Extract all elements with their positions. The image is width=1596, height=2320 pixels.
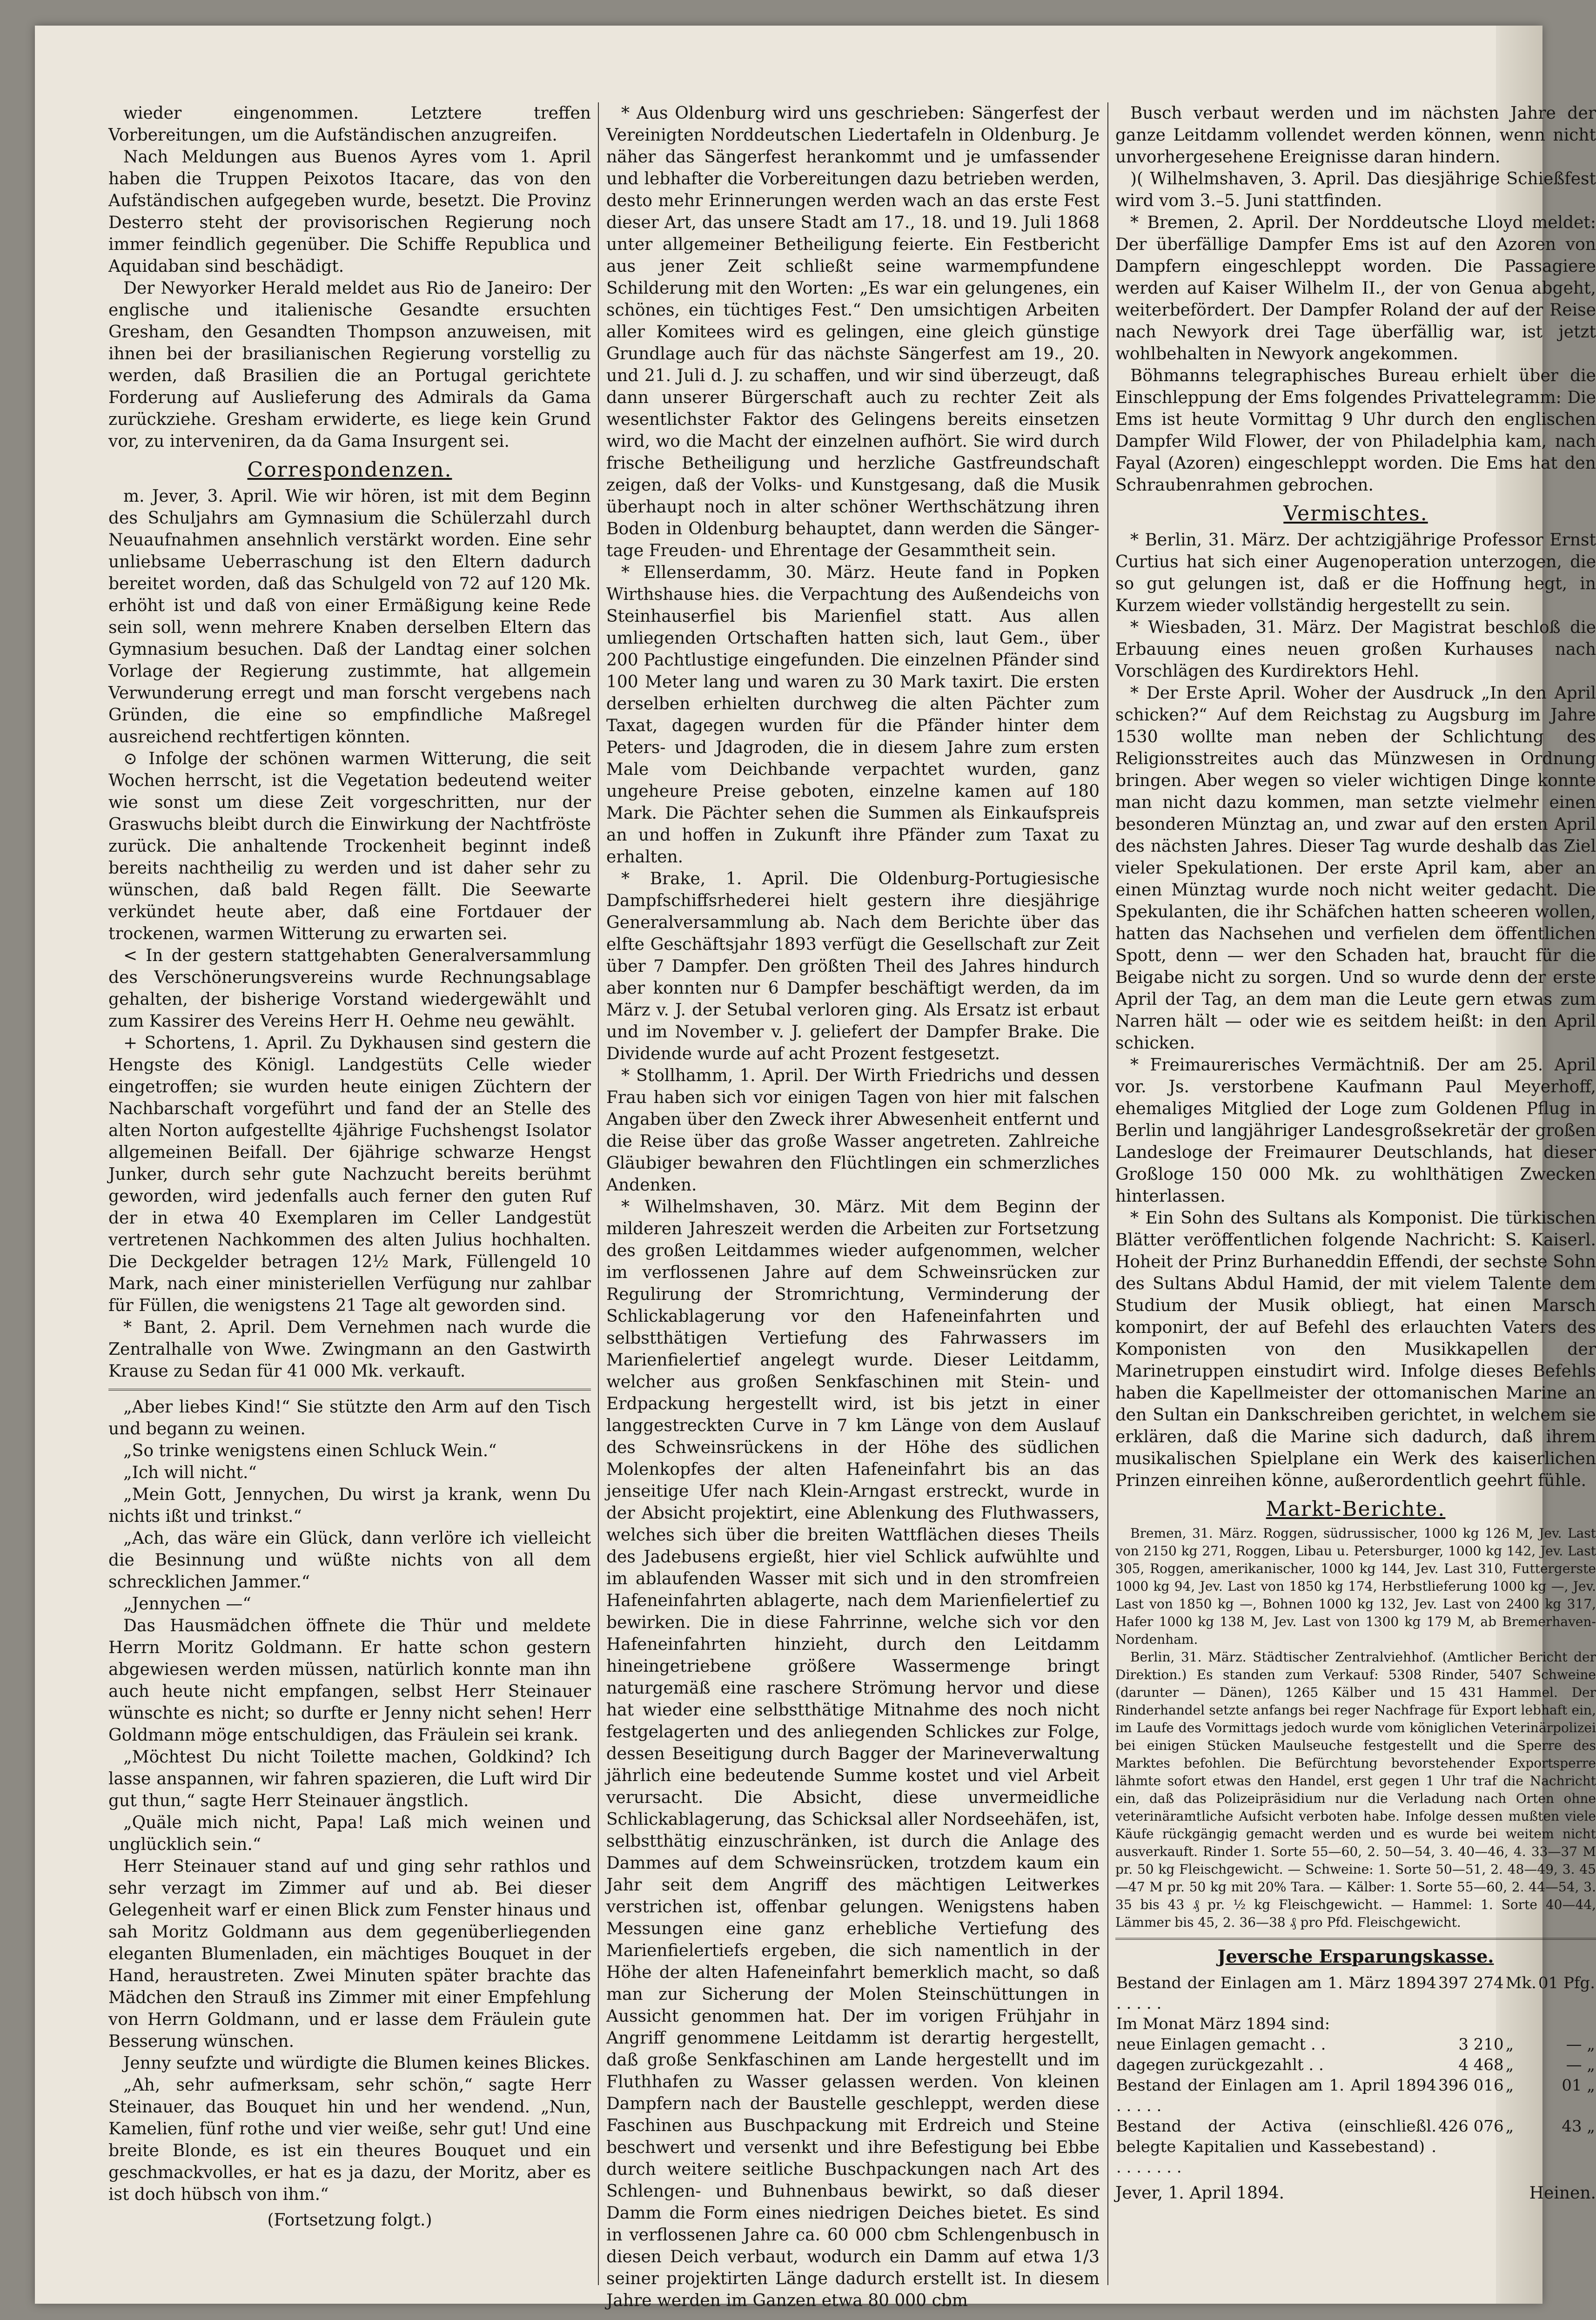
savings-cell-label: neue Einlagen gemacht . . <box>1116 2035 1326 2054</box>
savings-cell-cur: „ <box>1505 2076 1514 2095</box>
savings-cell-pf: 43 „ <box>1562 2117 1595 2136</box>
paragraph: Nach Meldungen aus Buenos Ayres vom 1. April haben die Truppen Peixotos Itacare, das von den Aufständischen aufgegeben wurde, besetzt. Die Provinz Desterro steht der provisorischen Regierung noch immer feindlich gegenüber. Die Schiffe Republica und Aquidaban sind beschädigt. <box>108 148 591 276</box>
market-report-bremen: Bremen, 31. März. Roggen, südrussischer, 1000 kg 126 M, Jev. Last von 2150 kg 271, Roggen, Libau u. Petersburger, 1000 kg 142, Jev. Last 305, Roggen, amerikanischer, 1000 kg 144, Jev. Last 310, Futtergerste 1000 kg 94, Jev. Last von 1850 kg 174, Herbstlieferung 1000 kg —, Jev. Last von 1850 kg —, Bohnen 1000 kg 132, Jev. Last von 2400 kg 317, Hafer 1000 kg 138 M, Jev. Last von 1300 kg 179 M, ab Bremerhaven-Nordenham. <box>1115 1526 1596 1647</box>
savings-place-date: Jever, 1. April 1894. <box>1115 2184 1285 2203</box>
feuilleton-paragraph: „Jennychen —“ <box>123 1594 251 1614</box>
savings-cell-amount: 397 274 <box>1438 1974 1504 1992</box>
savings-cell-pf: 01 „ <box>1562 2076 1595 2095</box>
article-schortens: + Schortens, 1. April. Zu Dykhausen sind gestern die Hengste des Königl. Landgestüts Celle wieder eingetroffen; sie wurden heute einigen Züchtern der Nachbarschaft vorgeführt und fand der an Stelle des alten Norton aufgestellte 4jährige Fuchshengst Isolator allgemeinen Beifall. Der 6jährige schwarze Hengst Junker, durch sehr gute Nachzucht bereits berühmt geworden, wird jedenfalls auch ferner den guten Ruf der in etwa 40 Exemplaren im Celler Landgestüt vertretenen Nachkommen des alten Julius hochhalten. Die Deckgelder betragen 12½ Mark, Füllengeld 10 Mark, nach einer ministeriellen Verfügung nur zahlbar für Füllen, die wenigstens 21 Tage alt geworden sind. <box>108 1034 591 1315</box>
savings-cell-cur <box>1505 2014 1537 2034</box>
article-wiesbaden: * Wiesbaden, 31. März. Der Magistrat beschloß die Erbauung eines neuen großen Kurhauses nach Vorschlägen des Kurdirektors Hehl. <box>1115 618 1596 681</box>
article-berlin-curtius: * Berlin, 31. März. Der achtzigjährige Professor Ernst Curtius hat sich einer Augenoperation unterzogen, die so gut gelungen ist, daß er die Hoffnung hegt, in Kurzem wieder vollständig hergestellt zu sein. <box>1115 531 1596 615</box>
savings-cell-label: Bestand der Activa (einschließl. belegte Kapitalien und Kassebestand) . . . . . . . . <box>1116 2117 1437 2177</box>
savings-row <box>1115 2055 1596 2075</box>
savings-row <box>1115 2116 1596 2178</box>
savings-cell-pf: 01 Pfg. <box>1538 1974 1595 1992</box>
article-stollhamm: * Stollhamm, 1. April. Der Wirth Friedrichs und dessen Frau haben sich vor einigen Tagen von hier mit falschen Angaben über den Zweck ihrer Abwesenheit entfernt und die Reise über das große Wasser angetreten. Zahlreiche Gläubiger bewahren den Flüchtlingen ein schmerzliches Andenken. <box>606 1066 1100 1195</box>
page-fold-shadow <box>1496 26 1500 2304</box>
feuilleton-paragraph: „Ich will nicht.“ <box>123 1463 257 1482</box>
continuation-note: (Fortsetzung folgt.) <box>267 2211 432 2230</box>
savings-cell-cur: „ <box>1505 2056 1514 2074</box>
savings-divider <box>1115 1938 1596 1940</box>
savings-cell-label: Im Monat März 1894 sind: <box>1116 2015 1330 2033</box>
paragraph: wieder eingenommen. Letztere treffen Vorbereitungen, um die Aufständischen anzugreifen. <box>108 104 591 145</box>
savings-signature <box>1115 2182 1596 2204</box>
savings-cell-cur: Mk. <box>1505 1974 1536 1992</box>
feuilleton-paragraph: „So trinke wenigstens einen Schluck Wein.“ <box>123 1441 497 1460</box>
savings-cell-label: Bestand der Einlagen am 1. April 1894 . . . . . <box>1116 2076 1437 2115</box>
article-weather: ⊙ Infolge der schönen warmen Witterung, die seit Wochen herrscht, ist die Vegetation bedeutend weiter wie sonst um diese Zeit vorgeschritten, nur der Graswuchs bleibt durch die Einwirkung der Nachtfröste zurück. Die anhaltende Trockenheit beginnt indeß bereits nachtheilig zu werden und ist daher sehr zu wünschen, daß bald Regen fällt. Die Seewarte verkündet heute aber, daß eine Fortdauer der trockenen, warmen Witterung zu erwarten sei. <box>108 749 591 943</box>
column-rule-left <box>598 102 599 2285</box>
feuilleton-paragraph: „Aber liebes Kind!“ Sie stützte den Arm auf den Tisch und begann zu weinen. <box>108 1398 591 1439</box>
market-report-berlin: Berlin, 31. März. Städtischer Zentralviehhof. (Amtlicher Bericht der Direktion.) Es standen zum Verkauf: 5308 Rinder, 5407 Schweine (darunter — Dänen), 1265 Kälber und 15 431 Hammel. Der Rinderhandel setzte anfangs bei reger Nachfrage für Export lebhaft ein, im Laufe des Vormittags jedoch wurde vom königlichen Veterinärpolizei bei einigen Stücken Maulseuche festgestellt und die Sperre des Marktes befohlen. Die Befürchtung bevorstehender Exportsperre lähmte sofort etwas den Handel, erst gegen 1 Uhr traf die Nachricht ein, daß das Polizeipräsidium nur die Verladung nach Orten ohne veterinäramtliche Aufsicht verboten habe. Infolge dessen mußten viele Käufe rückgängig gemacht werden und es wurde bei weitem nicht ausverkauft. Rinder 1. Sorte 55—60, 2. 50—54, 3. 40—46, 4. 33—37 M pr. 50 kg Fleischgewicht. — Schweine: 1. Sorte 50—51, 2. 48—49, 3. 45—47 M pr. 50 kg mit 20% Tara. — Kälber: 1. Sorte 55—60, 2. 44—54, 3. 35 bis 43 ₰ pr. ½ kg Fleischgewicht. — Hammel: 1. Sorte 40—44, Lämmer bis 45, 2. 36—38 ₰ pro Pfd. Fleischgewicht. <box>1115 1649 1596 1930</box>
savings-cell-label: Bestand der Einlagen am 1. März 1894 . . . . . <box>1116 1974 1437 2013</box>
feuilleton-paragraph: Jenny seufzte und würdigte die Blumen keines Blickes. <box>123 2054 590 2073</box>
savings-cell-label: dagegen zurückgezahlt . . <box>1116 2056 1324 2074</box>
savings-cell-cur: „ <box>1505 2117 1514 2136</box>
savings-bank-title: Jeversche Ersparungskasse. <box>1217 1946 1494 1967</box>
feuilleton-divider <box>108 1389 591 1391</box>
savings-cell-amount: 396 016 <box>1438 2076 1504 2095</box>
newspaper-page <box>35 26 1596 2310</box>
paragraph: Busch verbaut werden und im nächsten Jahre der ganze Leitdamm vollendet werden können, wenn nicht unvorhergesehene Ereignisse daran hindern. <box>1115 104 1596 167</box>
section-heading-correspondence: Correspondenzen. <box>247 458 452 482</box>
savings-cell-amount: 426 076 <box>1438 2117 1504 2136</box>
article-freemason-bequest: * Freimaurerisches Vermächtniß. Der am 25. April vor. Js. verstorbene Kaufmann Paul Meyerhoff, ehemaliges Mitglied der Loge zum Goldenen Pflug in Berlin und langjähriger Landesgroßsekretär der großen Landesloge der Freimaurer Deutschlands, hat dieser Großloge 150 000 Mk. zu wohlthätigen Zwecken hinterlassen. <box>1115 1056 1596 1206</box>
section-heading-miscellaneous: Vermischtes. <box>1283 502 1428 525</box>
article-oldenburg-saengerfest: * Aus Oldenburg wird uns geschrieben: Sängerfest der Vereinigten Norddeutschen Liedertafeln in Oldenburg. Je näher das Sängerfest herankommt und je umfassender und lebhafter die Vorbereitungen dazu betrieben werden, desto mehr Erinnerungen werden wach an das erste Fest dieser Art, das unsere Stadt am 17., 18. und 19. Juli 1868 unter allgemeiner Betheiligung feierte. Ein Festbericht aus jener Zeit schließt seine warmempfundene Schilderung mit den Worten: „Es war ein gelungenes, ein schönes, ein tüchtiges Fest.“ Den umsichtigen Arbeiten aller Komitees wird es gelingen, eine gleich günstige Grundlage auch für das nächste Sängerfest am 19., 20. und 21. Juli d. J. zu schaffen, und wir sind überzeugt, daß dann unserer Bürgerschaft auch zu rechter Zeit als wesentlichster Faktor des Gelingens bereits einsetzen wird, wo die Macht der einzelnen aufhört. Sie wird durch frische Betheiligung und herzliche Gastfreundschaft zeigen, daß der Volks- und Kunstgesang, daß die Musik überhaupt noch in alter schöner Werthschätzung ihren Boden in Oldenburg behauptet, dann werden die Sänger-tage Freuden- und Ehrentage der Gesammtheit sein. <box>606 104 1100 560</box>
feuilleton-paragraph: Das Hausmädchen öffnete die Thür und meldete Herrn Moritz Goldmann. Er hatte schon gestern abgewiesen werden müssen, natürlich konnte man ihn auch heute nicht empfangen, selbst Herr Steinauer wünschte es nicht; so durfte er Jenny nicht sehen! Herr Goldmann möge entschuldigen, das Fräulein sei krank. <box>108 1616 591 1745</box>
article-verschoenerungsverein: < In der gestern stattgehabten Generalversammlung des Verschönerungsvereins wurde Rechnungsablage gehalten, der bisherige Vorstand wiedergewählt und zum Kassirer des Vereins Herr H. Oehme neu gewählt. <box>108 946 591 1031</box>
savings-cell-cur: „ <box>1505 2035 1514 2054</box>
feuilleton-paragraph: Herr Steinauer stand auf und ging sehr rathlos und sehr verzagt im Zimmer auf und ab. Bei dieser Gelegenheit warf er einen Blick zum Fenster hinaus und sah Moritz Goldmann aus dem gegenüberliegenden eleganten Blumenladen, ein mächtiges Bouquet in der Hand, heraustreten. Zwei Minuten später brachte das Mädchen den Strauß ins Zimmer mit einer Empfehlung von Herrn Goldmann, und er lasse dem Fräulein gute Besserung wünschen. <box>108 1857 591 2051</box>
savings-cell-amount: 3 210 <box>1458 2035 1504 2054</box>
savings-bank-table <box>1115 1973 1596 2178</box>
savings-row <box>1115 2014 1596 2034</box>
article-ellenserdamm: * Ellenserdamm, 30. März. Heute fand in Popken Wirthshause hies. die Verpachtung des Außendeichs von Steinhauserfiel bis Marienfiel statt. Aus allen umliegenden Ortschaften hatten sich, laut Gem., über 200 Pachtlustige eingefunden. Die einzelnen Pfänder sind 100 Meter lang und waren zu 30 Mark taxirt. Die ersten derselben erhielten durchweg die alten Pächter zum Taxat, dagegen wurden für die Pfänder hinter dem Peters- und Jdagroden, die in diesem Jahre zum ersten Male vom Deichbande verpachtet wurden, ganz ungeheure Preise geboten, einzelne kamen auf 180 Mark. Die Pächter sehen die Summen als Einkaufspreis an und hoffen in Zukunft ihre Pfänder zum Taxat zu erhalten. <box>606 563 1100 867</box>
article-first-april: * Der Erste April. Woher der Ausdruck „In den April schicken?“ Auf dem Reichstag zu Augsburg im Jahre 1530 wollte man neben der Schlichtung des Religionsstreites auch das Münzwesen in Ordnung bringen. Aber wegen so vieler wichtigen Dinge konnte man nicht dazu kommen, man setzte vielmehr einen besonderen Münztag an, und zwar auf den ersten April des nächsten Jahres. Dieser Tag wurde deshalb das Ziel vieler Spekulationen. Der erste April kam, aber an einen Münztag wurde noch nicht weiter gedacht. Die Spekulanten, die ihr Schäfchen hatten scheeren wollen, hatten das Nachsehen und verfielen dem öffentlichen Spott, denn — wer den Schaden hat, braucht für die Beigabe nicht zu sorgen. Und so wurde denn der erste April der Tag, an dem man die Leute gern etwas zum Narren hält — oder wie es seitdem heißt: in den April schicken. <box>1115 684 1596 1053</box>
article-bant: * Bant, 2. April. Dem Vernehmen nach wurde die Zentralhalle von Wwe. Zwingmann an den Gastwirth Krause zu Sedan für 41 000 Mk. verkauft. <box>108 1318 591 1381</box>
article-brake: * Brake, 1. April. Die Oldenburg-Portugiesische Dampfschiffsrhederei hielt gestern ihre diesjährige Generalversammlung ab. Nach dem Berichte über das elfte Geschäftsjahr 1893 verfügt die Gesellschaft zur Zeit über 7 Dampfer. Den größten Theil des Jahres hindurch aber konnten nur 6 Dampfer beschäftigt werden, da im März v. J. der Setubal verloren ging. Als Ersatz ist erbaut und im November v. J. geliefert der Dampfer Brake. Die Dividende wurde auf acht Prozent festgesetzt. <box>606 869 1100 1063</box>
article-jever: m. Jever, 3. April. Wie wir hören, ist mit dem Beginn des Schuljahrs am Gymnasium die Schülerzahl durch Neuaufnahmen ansehnlich verstärkt worden. Eine sehr unliebsame Ueberraschung ist den Eltern dadurch bereitet worden, daß das Schulgeld von 72 auf 120 Mk. erhöht ist und daß von einer Ermäßigung keine Rede sein soll, wenn mehrere Knaben derselben Eltern das Gymnasium besuchen. Daß der Landtag einer solchen Vorlage der Regierung zustimmte, hat allgemein Verwunderung erregt und man forscht vergebens nach Gründen, die eine so empfindliche Maßregel ausreichend rechtfertigen könnten. <box>108 487 591 746</box>
feuilleton-paragraph: „Ah, sehr aufmerksam, sehr schön,“ sagte Herr Steinauer, das Bouquet hin und her wendend. „Nun, Kamelien, fünf rothe und vier weiße, sehr gut! Und eine breite Blonde, es ist ein theures Bouquet und ein geschmackvolles, er hat es ja dazu, der Moritz, aber es ist doch hübsch von ihm.“ <box>108 2076 591 2204</box>
paragraph: Der Newyorker Herald meldet aus Rio de Janeiro: Der englische und italienische Gesandte ersuchten Gresham, den Gesandten Thompson anzuweisen, mit ihnen bei der brasilianischen Regierung vorstellig zu werden, daß Brasilien die an Portugal gerichtete Forderung auf Auslieferung des Admirals da Gama zurückziehe. Gresham erwiderte, es liege kein Grund vor, zu interveniren, da da Gama Insurgent sei. <box>108 279 591 451</box>
savings-cell-pf: — „ <box>1566 2035 1595 2054</box>
section-heading-market-reports: Markt-Berichte. <box>1266 1497 1446 1521</box>
column-middle <box>606 102 1100 2310</box>
savings-row <box>1115 1973 1596 2014</box>
column-left <box>108 102 591 2290</box>
article-sultan-son: * Ein Sohn des Sultans als Komponist. Die türkischen Blätter veröffentlichen folgende Nachricht: S. Kaiserl. Hoheit der Prinz Burhaneddin Effendi, der sechste Sohn des Sultans Abdul Hamid, der mit vielem Talente dem Studium der Musik obliegt, hat einen Marsch komponirt, der auf Befehl des erlauchten Vaters des Komponisten von den Musikkapellen der Marinetruppen einstudirt wird. Infolge dieses Befehls haben die Kapellmeister der ottomanischen Marine an den Sultan ein Dankschreiben gerichtet, in welchem sie erklären, daß die Marine sich dadurch, daß ihrem musikalischen Spielplane ein Werk des kaiserlichen Prinzen einreihen könne, außerordentlich geehrt fühle. <box>1115 1209 1596 1490</box>
savings-row <box>1115 2075 1596 2116</box>
feuilleton-paragraph: „Quäle mich nicht, Papa! Laß mich weinen und unglücklich sein.“ <box>108 1813 591 1854</box>
feuilleton-paragraph: „Möchtest Du nicht Toilette machen, Goldkind? Ich lasse anspannen, wir fahren spazieren, die Luft wird Dir gut thun,“ sagte Herr Steinauer ängstlich. <box>108 1748 591 1810</box>
savings-cell-pf <box>1537 2014 1596 2034</box>
savings-cell-amount: 4 468 <box>1458 2056 1504 2074</box>
column-right <box>1115 102 1596 2290</box>
savings-signatory: Heinen. <box>1529 2184 1596 2203</box>
savings-row <box>1115 2034 1596 2055</box>
feuilleton-paragraph: „Mein Gott, Jennychen, Du wirst ja krank, wenn Du nichts ißt und trinkst.“ <box>108 1485 591 1526</box>
article-wilhelmshaven-schiessfest: )( Wilhelmshaven, 3. April. Das diesjährige Schießfest wird vom 3.–5. Juni stattfinden. <box>1115 169 1596 210</box>
savings-cell-pf: — „ <box>1566 2056 1595 2074</box>
column-rule-right <box>1107 102 1108 2285</box>
feuilleton-paragraph: „Ach, das wäre ein Glück, dann verlöre ich vielleicht die Besinnung und wüßte nichts von all dem schrecklichen Jammer.“ <box>108 1529 591 1592</box>
article-ems-telegram: Böhmanns telegraphisches Bureau erhielt über die Einschleppung der Ems folgendes Privattelegramm: Die Ems ist heute Vormittag 9 Uhr durch den englischen Dampfer Wild Flower, der von Philadelphia kam, nach Fayal (Azoren) eingeschleppt worden. Die Ems hat den Schraubenrahmen gebrochen. <box>1115 366 1596 495</box>
article-wilhelmshaven-leitdamm: * Wilhelmshaven, 30. März. Mit dem Beginn der milderen Jahreszeit werden die Arbeiten zur Fortsetzung des großen Leitdammes wieder aufgenommen, welcher im verflossenen Jahre auf dem Schweinsrücken zur Regulirung der Stromrichtung, Verminderung der Schlickablagerung vor den Hafeneinfahrten und selbstthätigen Vertiefung des Fahrwassers im Marienfielertief angelegt wurde. Dieser Leitdamm, welcher aus großen Senkfaschinen mit Stein- und Erdpackung hergestellt wird, ist bis jetzt in einer langgestreckten Curve in 7 km Länge von dem Auslauf des Schweinsrückens in der Höhe des südlichen Molenkopfes der alten Hafeneinfahrt bis an das jenseitige Ufer nach Klein-Arngast erstreckt, wurde in der Absicht projektirt, eine Ablenkung des Fluthwassers, welches sich über die breiten Wattflächen dieses Theils des Jadebusens ergießt, hier viel Schlick aufwühlte und im ablaufenden Wasser mit sich und in den stromfreien Hafeneinfahrten ablagerte, nach dem Marienfielertief zu bewirken. Die in diese Fahrrinne, welche sich vor den Hafeneinfahrten hinzieht, durch den Leitdamm hineingetriebene größere Wassermenge bringt naturgemäß eine raschere Strömung hervor und diese hat wieder eine selbstthätige Mitnahme des noch nicht festgelagerten und des anliegenden Schlickes zur Folge, dessen Beseitigung durch Bagger der Marineverwaltung jährlich eine bedeutende Summe kostet und viel Arbeit verursacht. Die Absicht, diese unvermeidliche Schlickablagerung, das Schicksal aller Nordseehäfen, ist, selbstthätig einzuschränken, ist durch die Anlage des Dammes auf dem Schweinsrücken, trotzdem kaum ein Jahr seit dem Angriff des mächtigen Leitwerkes verstrichen ist, offenbar gelungen. Wenigstens haben Messungen eine ganz erhebliche Vertiefung des Marienfielertiefs ergeben, die sich namentlich in der Höhe der alten Hafeneinfahrt bemerklich macht, so daß man zur Sicherung der Molen Steinschüttungen in Aussicht genommen hat. Der im vorigen Frühjahr in Angriff genommene Leitdamm ist derartig hergestellt, daß große Senkfaschinen am Lande hergestellt und im Fluthhafen zu Wasser gelassen werden. Von kleinen Dampfern nach der Baustelle geschleppt, werden diese Faschinen aus Buschpackung mit Erdreich und Steine beschwert und versenkt und ihre Befestigung bei Ebbe durch weitere seitliche Buschpackungen nach Art des Schlengen- und Buhnenbaus bewirkt, so daß dieser Damm die Form eines niedrigen Deiches bietet. Es sind in verflossenen Jahre ca. 60 000 cbm Schlengenbusch in diesen Deich verbaut, wodurch ein Damm auf etwa 1/3 seiner projektirten Länge dadurch erstellt ist. In diesem Jahre werden im Ganzen etwa 80 000 cbm <box>606 1197 1100 2310</box>
article-bremen-lloyd: * Bremen, 2. April. Der Norddeutsche Lloyd meldet: Der überfällige Dampfer Ems ist auf den Azoren von Dampfern eingeschleppt worden. Die Passagiere werden auf Kaiser Wilhelm II., der von Genua abgeht, weiterbefördert. Der Dampfer Roland der auf der Reise nach Newyork drei Tage überfällig war, ist jetzt wohlbehalten in Newyork angekommen. <box>1115 213 1596 363</box>
savings-cell-amount <box>1437 2014 1505 2034</box>
